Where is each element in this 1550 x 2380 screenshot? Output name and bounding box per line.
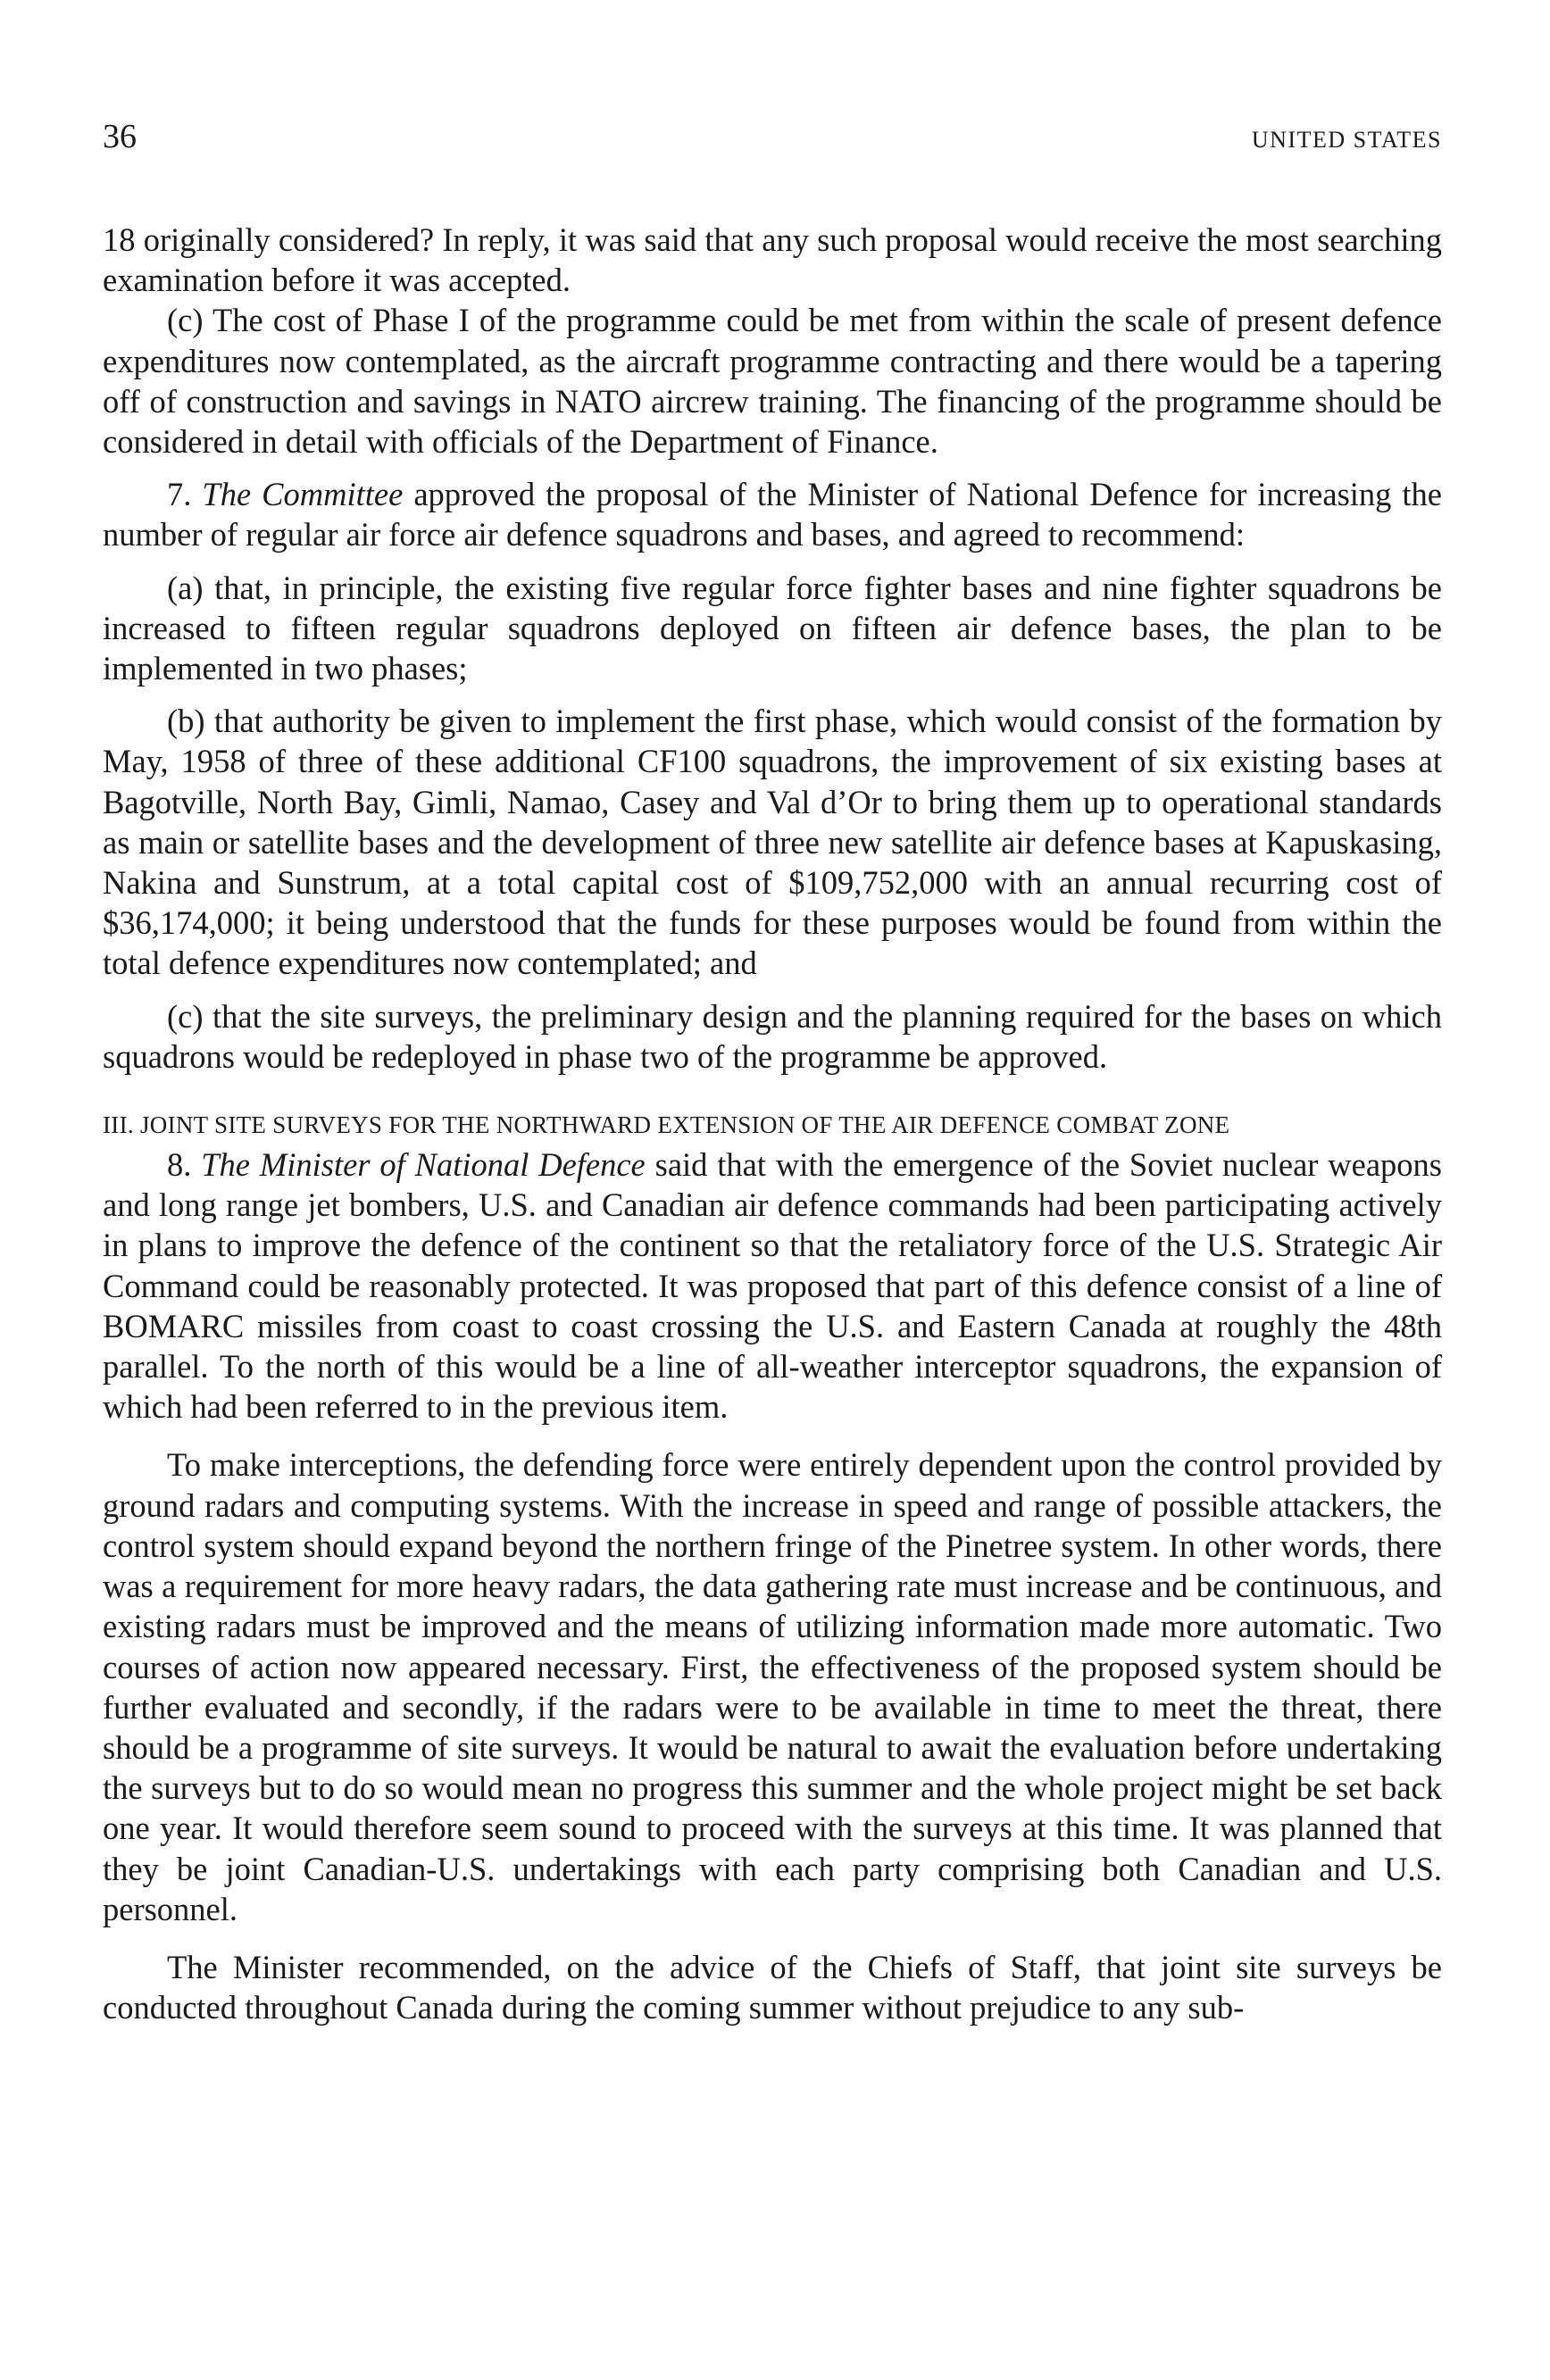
- item-number-8: 8.: [167, 1146, 192, 1184]
- committee-text: approved the proposal of the Minister of National Defence for increasing the number of regular air force air defence squadrons and bases, and agreed to recommend:: [103, 476, 1443, 553]
- paragraph-minister-recommendation: The Minister recommended, on the advice of the Chiefs of Staff, that joint site surveys be conducted throughout Canada during the coming summer without prejudice to any sub-: [103, 1948, 1442, 2026]
- minister-subject: The Minister of National Defence: [201, 1146, 646, 1184]
- section-heading: III. JOINT SITE SURVEYS FOR THE NORTHWARD EXTENSION OF THE AIR DEFENCE COMBAT ZONE: [103, 1111, 1230, 1139]
- page-header: [103, 114, 1442, 159]
- paragraph-interceptions: To make interceptions, the defending force were entirely dependent upon the control provided by ground radars and computing systems. With the increase in speed and range of possible attackers, the control system should expand beyond the northern fringe of the Pinetree system. In other words, there was a requirement for more heavy radars, the data gathering rate must increase and be continuous, and existing radars must be improved and the means of utilizing information made more automatic. Two courses of action now appeared necessary. First, the effectiveness of the proposed system should be further evaluated and secondly, if the radars were to be available in time to meet the threat, there should be a programme of site surveys. It would be natural to await the evaluation before undertaking the surveys but to do so would mean no progress this summer and the whole project might be set back one year. It would therefore seem sound to proceed with the surveys at this time. It was planned that they be joint Canadian-U.S. undertakings with each party comprising both Canadian and U.S. personnel.: [103, 1446, 1442, 1927]
- paragraph-recommendation-c: (c) that the site surveys, the preliminary design and the planning required for the bases on which squadrons would be redeployed in phase two of the programme be approved.: [103, 997, 1442, 1075]
- body-text: [103, 220, 1442, 2027]
- paragraph-continuation: 18 originally considered? In reply, it was said that any such proposal would receive the most searching examination before it was accepted.: [103, 221, 1442, 299]
- item-number-7: 7.: [167, 476, 192, 513]
- running-head: UNITED STATES: [1251, 127, 1442, 153]
- paragraph-phase-one-cost: (c) The cost of Phase I of the programme could be met from within the scale of present defence expenditures now contemplated, as the aircraft programme contracting and there would be a tapering off of construction and savings in NATO aircrew training. The financing of the programme should be considered in detail with officials of the Department of Finance.: [103, 302, 1442, 461]
- paragraph-committee-approval: [103, 474, 1442, 554]
- document-page: [103, 0, 1442, 2380]
- committee-subject: The Committee: [202, 476, 404, 513]
- paragraph-recommendation-a: (a) that, in principle, the existing five regular force fighter bases and nine fighter squadrons be increased to fifteen regular squadrons deployed on fifteen air defence bases, the plan to be implemented in two phases;: [103, 569, 1442, 687]
- paragraph-minister-statement: [103, 1144, 1442, 1427]
- page-number: 36: [103, 118, 137, 155]
- paragraph-recommendation-b: (b) that authority be given to implement the first phase, which would consist of the formation by May, 1958 of three of these additional CF100 squadrons, the improvement of six existing bases at Bagotville, North Bay, Gimli, Namao, Casey and Val d’Or to bring them up to operational standards as main or satellite bases and the development of three new satellite air defence bases at Kapuskasing, Nakina and Sunstrum, at a total capital cost of $109,752,000 with an annual recurring cost of $36,174,000; it being understood that the funds for these purposes would be found from within the total defence expenditures now contemplated; and: [103, 703, 1442, 982]
- minister-text: said that with the emergence of the Soviet nuclear weapons and long range jet bombers, U.S. and Canadian air defence commands had been participating actively in plans to improve the defence of the continent so that the retaliatory force of the U.S. Strategic Air Command could be reasonably protected. It was proposed that part of this defence consist of a line of BOMARC missiles from coast to coast crossing the U.S. and Eastern Canada at roughly the 48th parallel. To the north of this would be a line of all-weather interceptor squadrons, the expansion of which had been referred to in the previous item.: [103, 1146, 1443, 1426]
